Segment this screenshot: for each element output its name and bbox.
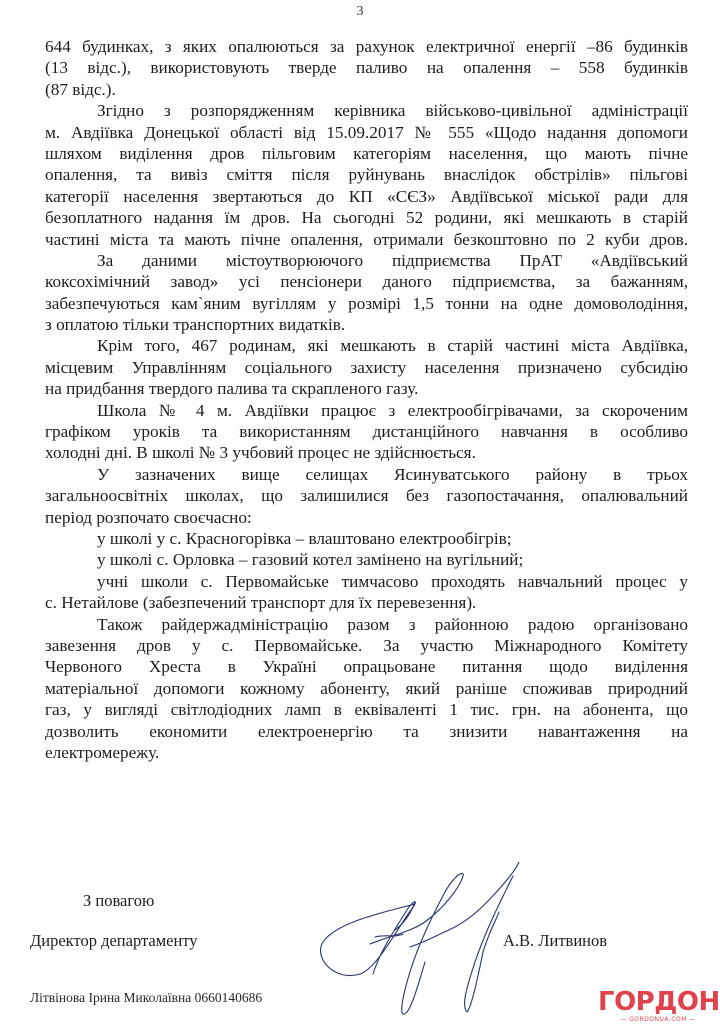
page-number: 3: [356, 4, 364, 19]
text-line: забезпечуються кам`яним вугіллям у розмірі 1,5 тонни на одне домоволодіння,: [45, 293, 688, 313]
handwritten-signature: [315, 862, 525, 1032]
text-line: Школа № 4 м. Авдіївки працює з електрообігрівачами, за скороченим: [97, 400, 688, 420]
text-line: дозволить економити електроенергію та знизити навантаження на: [45, 721, 688, 741]
text-line: період розпочато своєчасно:: [45, 507, 252, 527]
text-line: У зазначених вище селищах Ясинуватського району в трьох: [97, 464, 688, 484]
text-line: Також райдержадміністрацію разом з районною радою організовано: [97, 614, 688, 634]
text-line: у школі у с. Красногорівка – влаштовано електрообігрів;: [97, 528, 512, 548]
text-line: матеріальної допомоги кожному абоненту, який раніше споживав природний: [45, 678, 688, 698]
text-line: графіком уроків та використанням дистанційного навчання в особливо: [45, 422, 688, 442]
contact-line: Літвінова Ірина Миколаївна 0660140686: [30, 990, 263, 1005]
text-line: завезення дров у с. Первомайське. За участю Міжнародного Комітету: [45, 635, 688, 655]
text-line: електромережу.: [45, 742, 160, 762]
text-line: місцевим Управлінням соціального захисту населення призначено субсидію: [45, 357, 688, 377]
text-line: частині міста та мають пічне опалення, отримали безкоштовно по 2 куби дров.: [45, 229, 688, 249]
text-line: (13 відс.), використовують тверде паливо на опалення – 558 будинків: [45, 58, 688, 78]
text-line: холодні дні. В школі № 3 учбовий процес не здійснюється.: [45, 443, 476, 463]
text-line: загальноосвітніх школах, що залишилися без газопостачання, опалювальний: [45, 486, 688, 506]
text-line: учні школи с. Первомайське тимчасово проходять навчальний процес у: [97, 571, 688, 591]
text-line: м. Авдіївка Донецької області від 15.09.2017 № 555 «Щодо надання допомоги: [45, 122, 688, 142]
text-line: шляхом виділення дров пільговим категоріям населення, що мають пічне: [45, 143, 688, 163]
watermark-site: — GORDONUA.COM —: [620, 1016, 696, 1023]
text-line: категорії населення звертаються до КП «СЄЗ» Авдіївської міської ради для: [45, 186, 688, 206]
text-line: с. Нетайлове (забезпечений транспорт для їх перевезення).: [45, 593, 477, 613]
letter-body: [45, 36, 688, 763]
text-line: на придбання твердого палива та скрапленого газу.: [45, 379, 419, 399]
text-line: газ, у вигляді світлодіодних ламп в еквіваленті 1 тис. грн. на абонента, що: [45, 700, 688, 720]
text-line: опалення, та вивіз сміття після руйнувань внаслідок обстрілів» пільгові: [45, 165, 688, 185]
text-line: (87 відс.).: [45, 79, 116, 99]
signer-position: Директор департаменту: [30, 931, 198, 950]
text-line: Згідно з розпорядженням керівника військово-цивільної адміністрації: [97, 101, 688, 121]
text-line: Червоного Хреста в Україні опрацьоване питання щодо виділення: [45, 657, 688, 677]
text-line: коксохімічний завод» усі пенсіонери даного підприємства, за бажанням,: [45, 272, 688, 292]
text-line: безоплатного надання їм дров. На сьогодні 52 родини, які мешкають в старій: [45, 208, 688, 228]
watermark-brand: ГОРДОН: [598, 987, 720, 1017]
signer-name: А.В. Литвинов: [503, 931, 608, 950]
closing-salutation: З повагою: [83, 891, 155, 910]
text-line: Крім того, 467 родинам, які мешкають в старій частині міста Авдіївка,: [97, 336, 688, 356]
text-line: у школі с. Орловка – газовий котел замінено на вугільний;: [97, 550, 524, 570]
text-line: За даними містоутворюючого підприємства ПрАТ «Авдіївський: [97, 250, 688, 270]
text-line: 644 будинках, з яких опалюються за рахунок електричної енергії –86 будинків: [45, 37, 688, 56]
text-line: з оплатою тільки транспортних видатків.: [45, 315, 346, 335]
gordon-watermark-logo: [598, 988, 718, 1028]
